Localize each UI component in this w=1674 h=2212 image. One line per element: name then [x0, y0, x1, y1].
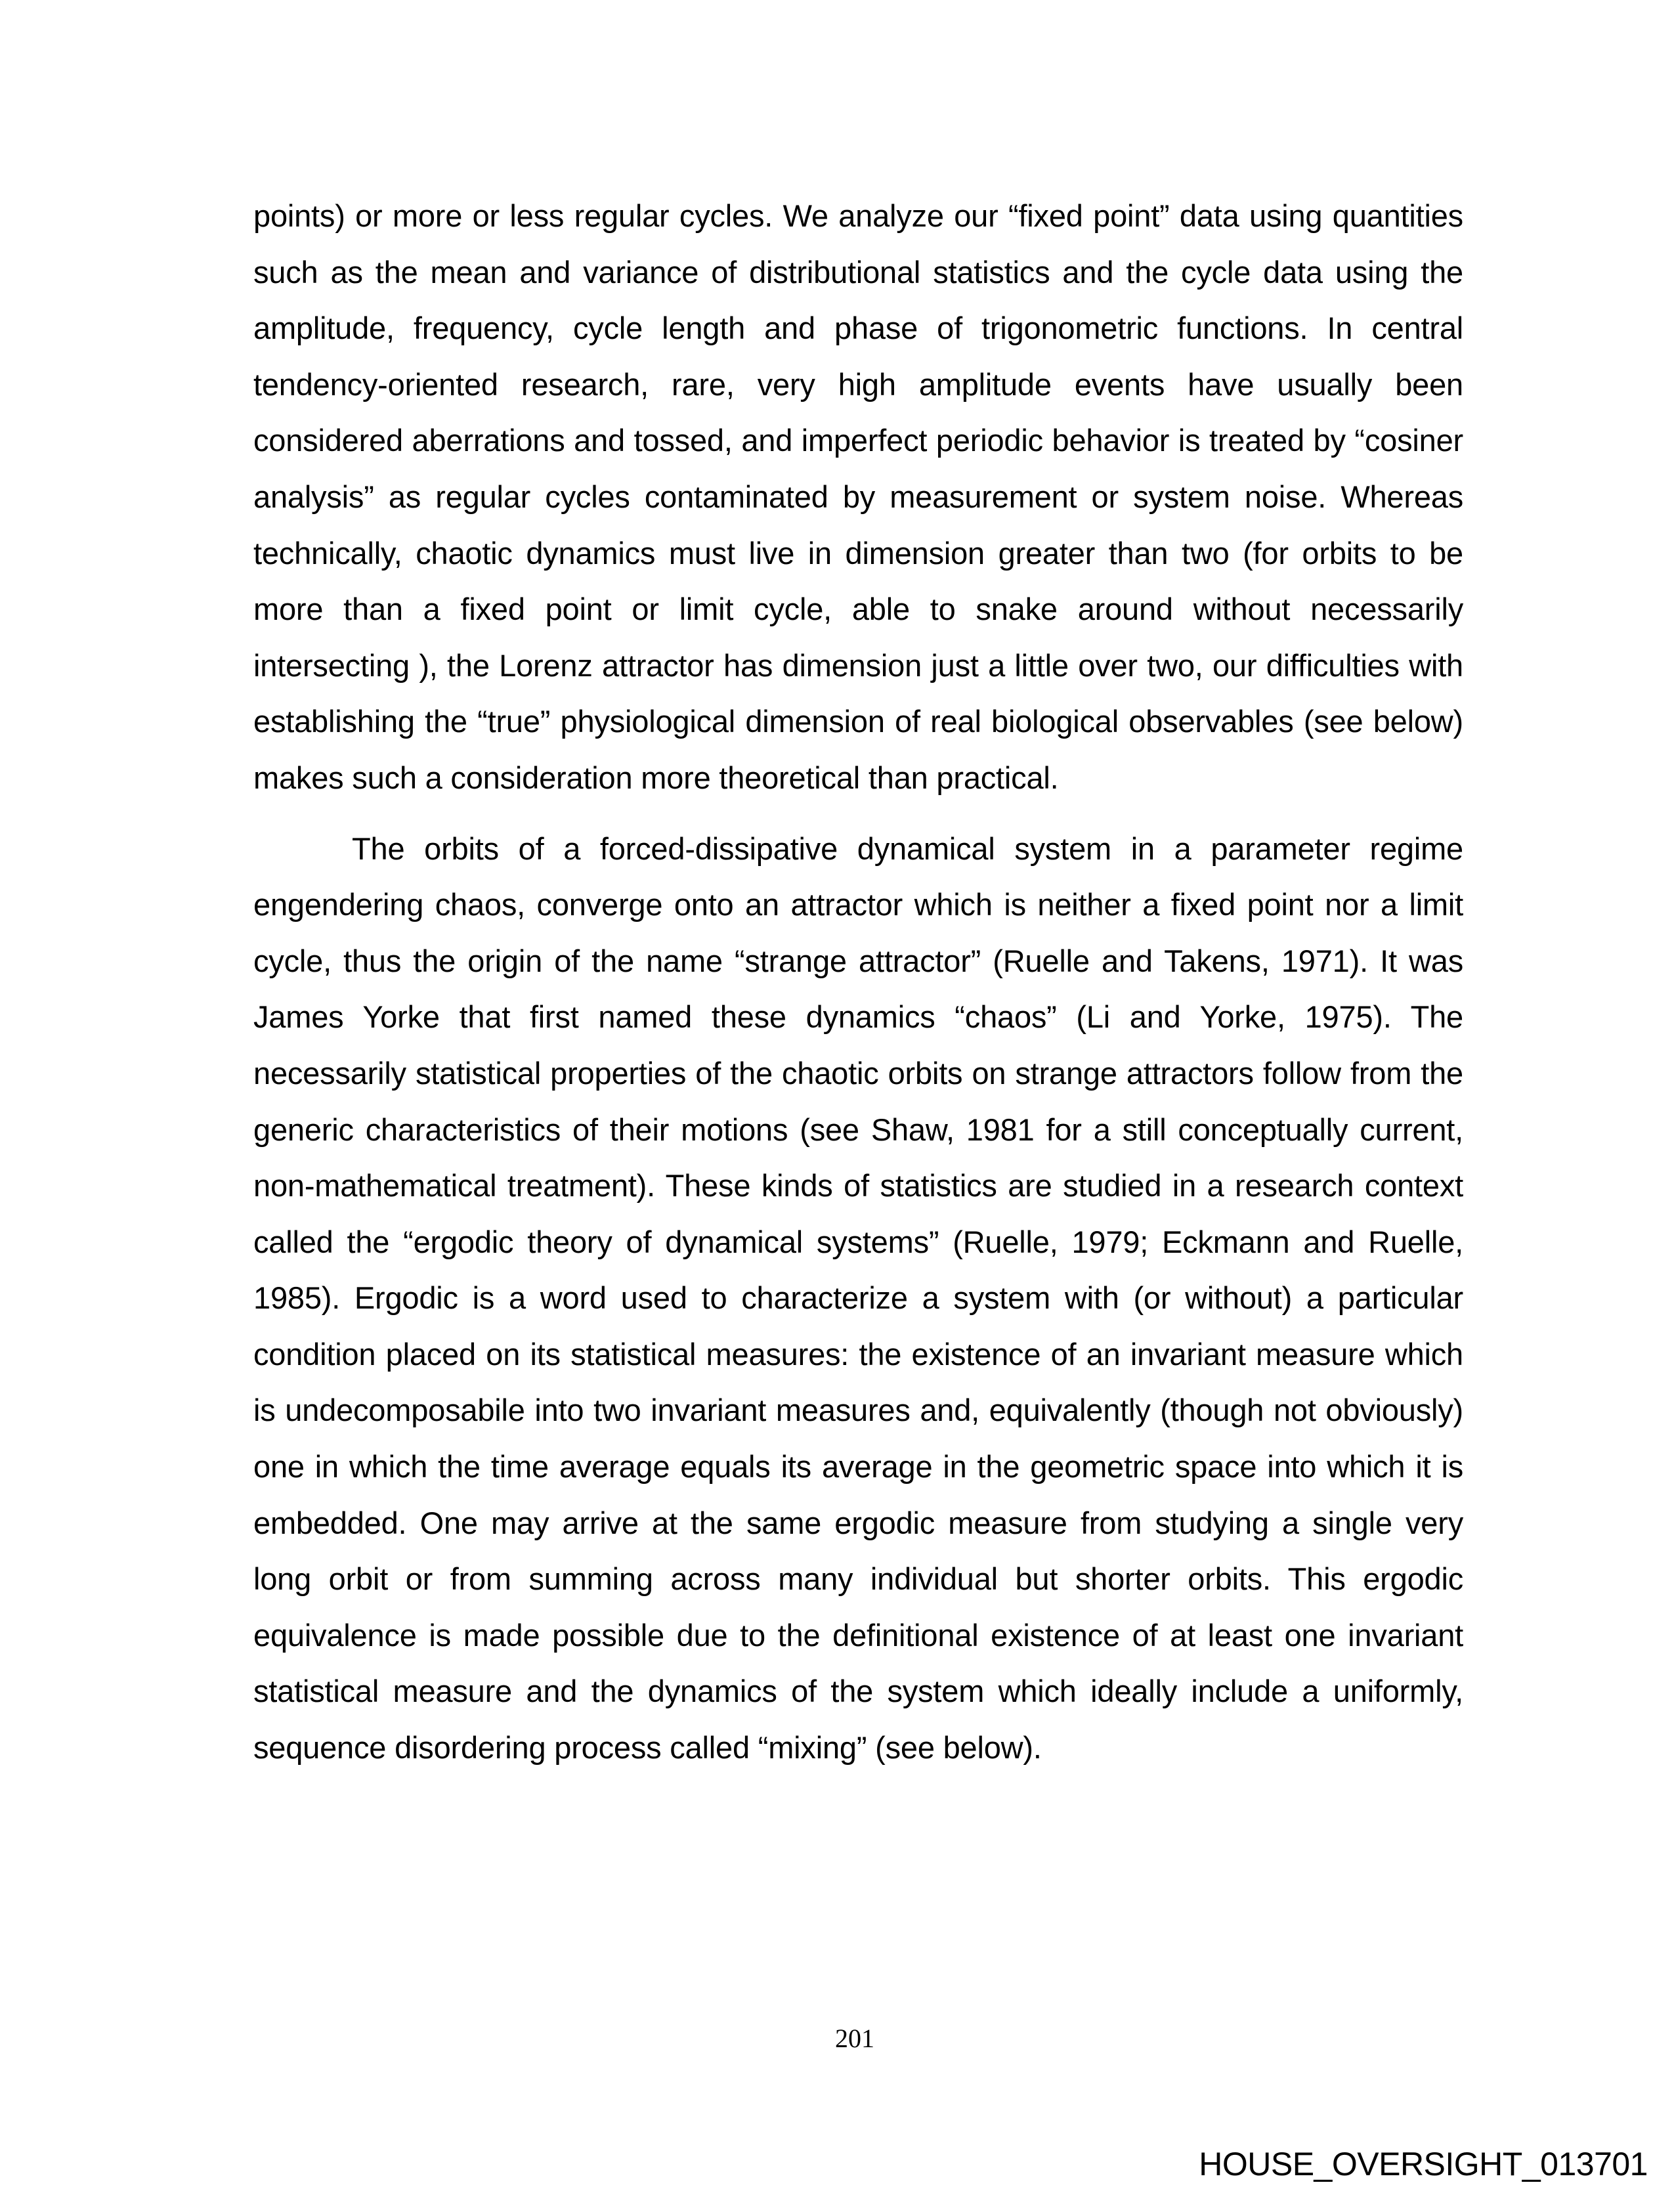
paragraph-strange-attractor: The orbits of a forced-dissipative dynamical system in a parameter regime engendering chaos, converge onto an attractor which is neither a fixed point nor a limit cycle, thus the origin of the name “strange attractor” (Ruelle and Takens, 1971). It was James Yorke that first named these dynamics “chaos” (Li and Yorke, 1975). The necessarily statistical properties of the chaotic orbits on strange attractors follow from the generic characteristics of their motions (see Shaw, 1981 for a still conceptually current, non-mathematical treatment). These kinds of statistics are studied in a research context called the “ergodic theory of dynamical systems” (Ruelle, 1979; Eckmann and Ruelle, 1985). Ergodic is a word used to characterize a system with (or without) a particular condition placed on its statistical measures: the existence of an invariant measure which is undecomposabile into two invariant measures and, equivalently (though not obviously) one in which the time average equals its average in the geometric space into which it is embedded. One may arrive at the same ergodic measure from studying a single very long orbit or from summing across many individual but shorter orbits. This ergodic equivalence is made possible due to the definitional existence of at least one invariant statistical measure and the dynamics of the system which ideally include a uniformly, sequence disordering process called “mixing” (see below).: [253, 831, 1463, 1766]
paragraph-continuation: points) or more or less regular cycles. We analyze our “fixed point” data using quantities such as the mean and variance of distributional statistics and the cycle data using the amplitude, frequency, cycle length and phase of trigonometric functions. In central tendency-oriented research, rare, very high amplitude events have usually been considered aberrations and tossed, and imperfect periodic behavior is treated by “cosiner analysis” as regular cycles contaminated by measurement or system noise. Whereas technically, chaotic dynamics must live in dimension greater than two (for orbits to be more than a fixed point or limit cycle, able to snake around without necessarily intersecting ), the Lorenz attractor has dimension just a little over two, our difficulties with establishing the “true” physiological dimension of real biological observables (see below) makes such a consideration more theoretical than practical.: [253, 198, 1463, 795]
bates-stamp: HOUSE_OVERSIGHT_013701: [1199, 2146, 1648, 2182]
body-text: [253, 188, 1463, 1776]
page-number: 201: [835, 2024, 874, 2053]
